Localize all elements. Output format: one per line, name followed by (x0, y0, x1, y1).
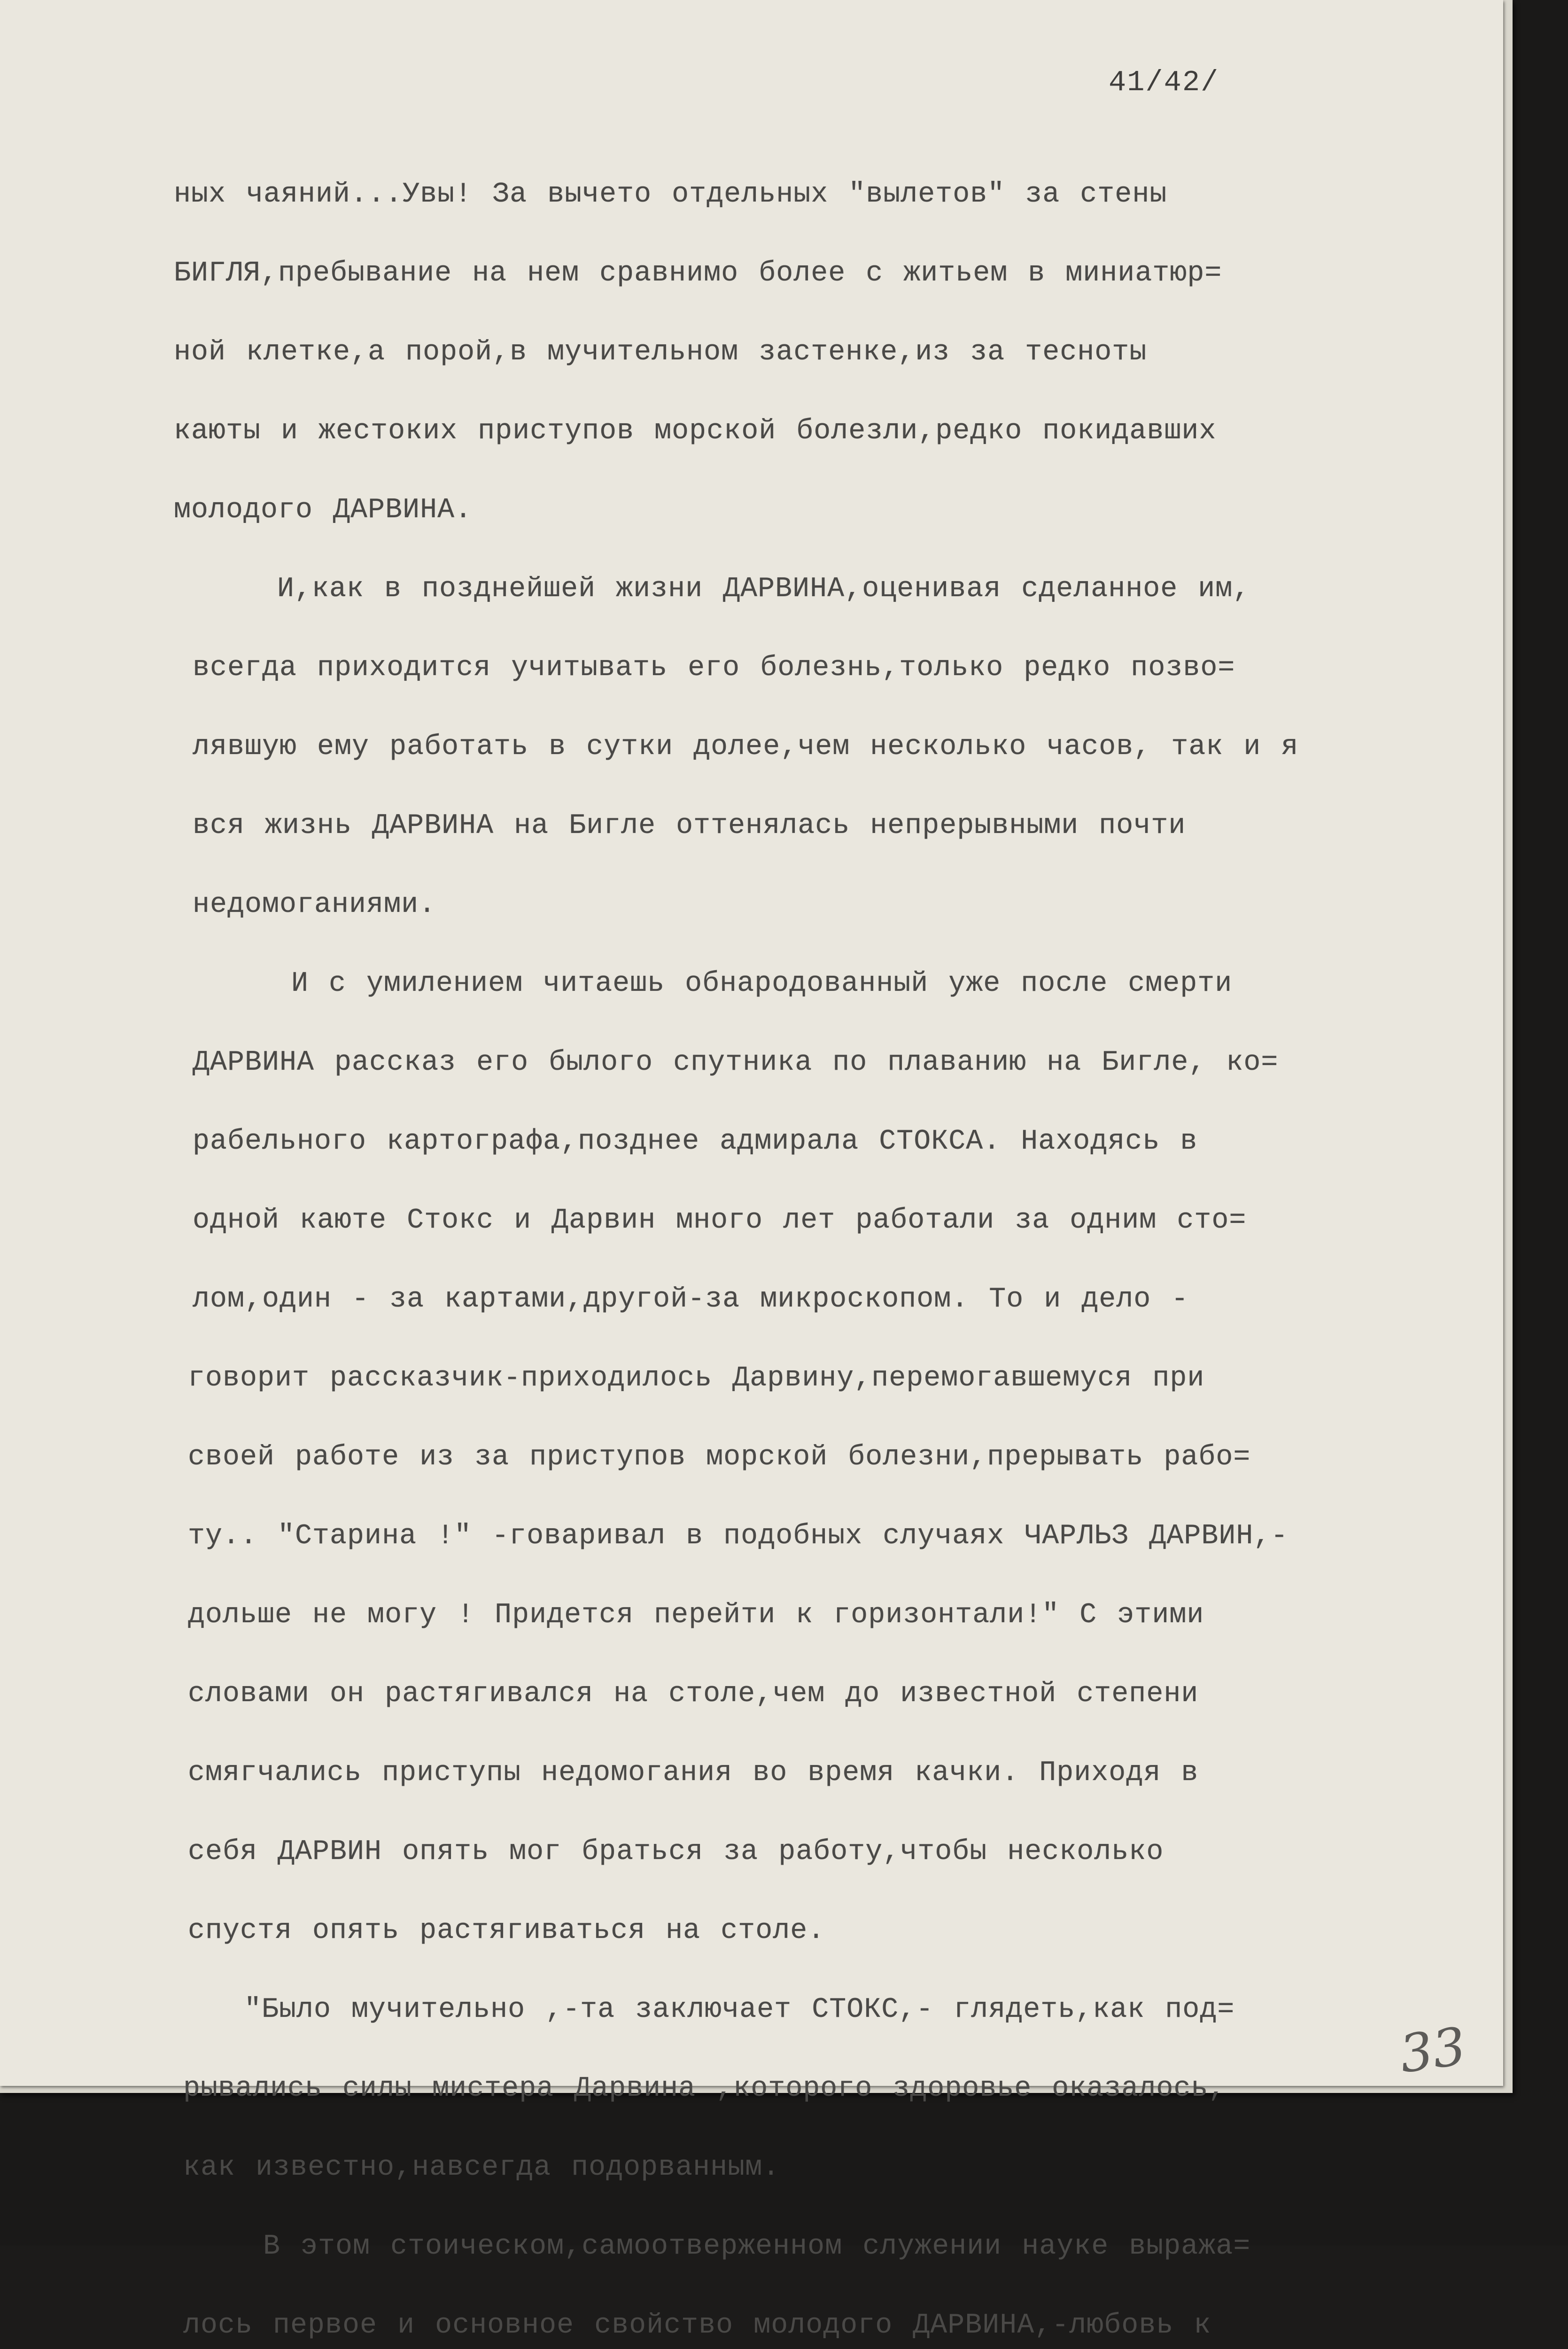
text-line: ных чаяний...Увы! За вычето отдельных "вылетов" за стены (174, 179, 1167, 210)
paragraph-start-line: И,как в позднейшей жизни ДАРВИНА,оценивая сделанное им, (277, 573, 1250, 605)
page-body (174, 155, 1470, 2349)
text-line: ту.. "Старина !" -говаривал в подобных случаях ЧАРЛЬЗ ДАРВИН,- (188, 1520, 1289, 1552)
text-line: ДАРВИНА рассказ его былого спутника по плаванию на Бигле, ко= (193, 1047, 1279, 1079)
text-line: БИГЛЯ,пребывание на нем сравнимо более с житьем в миниатюр= (174, 257, 1222, 289)
text-line: себя ДАРВИН опять мог браться за работу,чтобы несколько (188, 1836, 1164, 1868)
page-number: 41/42/ (1109, 66, 1219, 99)
text-line: недомоганиями. (193, 889, 436, 921)
text-line: спустя опять растягиваться на столе. (188, 1915, 825, 1947)
text-line: лявшую ему работать в сутки долее,чем несколько часов, так и я (193, 731, 1299, 763)
text-line: одной каюте Стокс и Дарвин много лет работали за одним сто= (193, 1205, 1247, 1237)
text-line: дольше не могу ! Придется перейти к горизонтали!" С этими (188, 1599, 1204, 1631)
text-line: рывались силы мистера Дарвина ,которого здоровье оказалось, (183, 2073, 1226, 2105)
text-line: как известно,навсегда подорванным. (183, 2152, 780, 2184)
paragraph-start-line: В этом стоическом,самоотверженном служении науке выража= (263, 2231, 1251, 2263)
text-line: вся жизнь ДАРВИНА на Бигле оттенялась непрерывными почти (193, 810, 1186, 842)
text-line: своей работе из за приступов морской болезни,прерывать рабо= (188, 1441, 1251, 1473)
text-line: рабельного картографа,позднее адмирала СТОКСА. Находясь в (193, 1126, 1198, 1158)
text-line: лось первое и основное свойство молодого ДАРВИНА,-любовь к (183, 2310, 1211, 2341)
text-line: говорит рассказчик-приходилось Дарвину,перемогавшемуся при (188, 1362, 1205, 1394)
text-line: всегда приходится учитывать его болезнь,только редко позво= (193, 652, 1235, 684)
text-line: лом,один - за картами,другой-за микроскопом. То и дело - (193, 1283, 1189, 1315)
paragraph-start-line: И с умилением читаешь обнародованный уже после смерти (291, 968, 1233, 1000)
text-line: словами он растягивался на столе,чем до известной степени (188, 1678, 1199, 1710)
handwritten-folio-number: 33 (1396, 2015, 1470, 2085)
text-line: каюты и жестоких приступов морской болезли,редко покидавших (174, 415, 1217, 447)
text-line: молодого ДАРВИНА. (174, 494, 473, 526)
text-line: смягчались приступы недомогания во время качки. Приходя в (188, 1757, 1199, 1789)
text-line: ной клетке,а порой,в мучительном застенке,из за тесноты (174, 336, 1147, 368)
paragraph-start-line: "Было мучительно ,-та заключает СТОКС,- глядеть,как под= (244, 1994, 1235, 2026)
